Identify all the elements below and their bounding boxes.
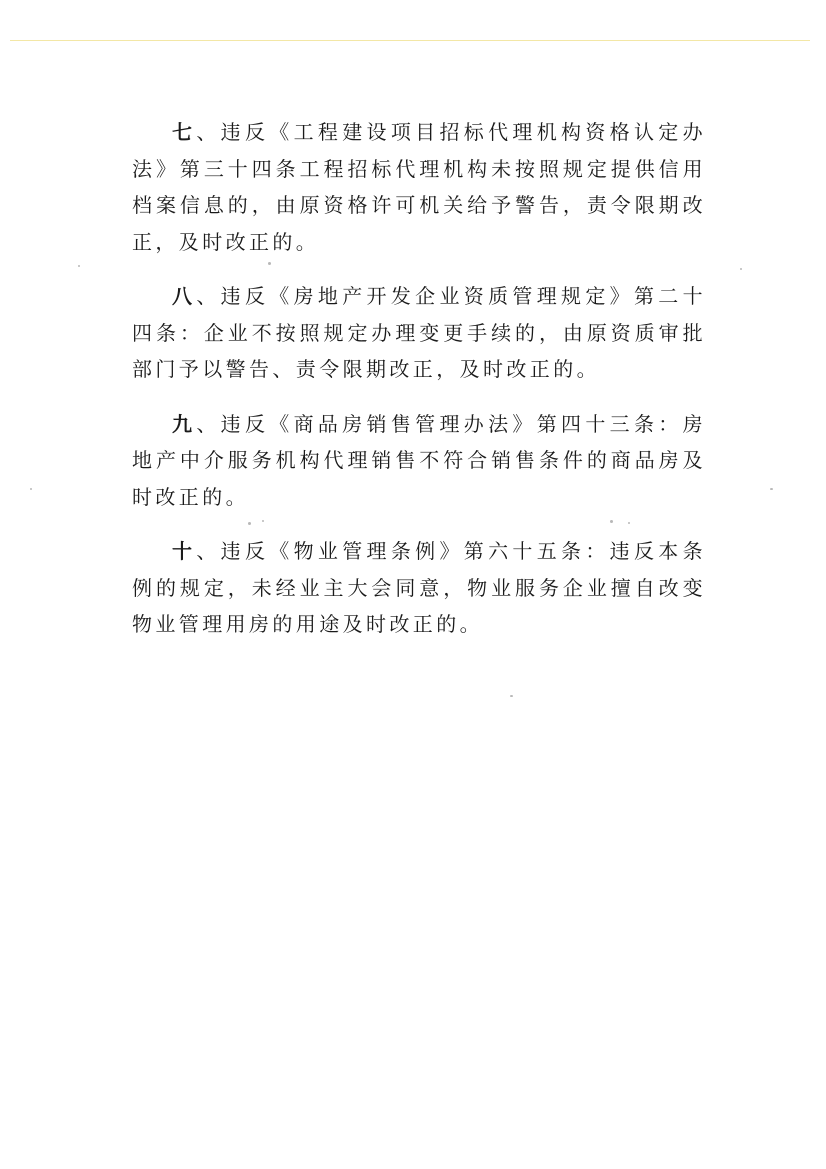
- document-body: [132, 114, 706, 661]
- paragraph-9: [132, 406, 706, 516]
- paragraph-text: 、违反《房地产开发企业资质管理规定》第二十四条：企业不按照规定办理变更手续的，由原资质审批部门予以警告、责令限期改正，及时改正的。: [132, 284, 707, 381]
- scan-speck: [740, 268, 742, 270]
- scan-speck: [268, 262, 271, 265]
- scan-speck: [610, 520, 613, 523]
- paragraph-7: [132, 114, 706, 260]
- scan-speck: [78, 265, 80, 267]
- paragraph-text: 、违反《商品房销售管理办法》第四十三条：房地产中介服务机构代理销售不符合销售条件的商品房及时改正的。: [132, 411, 707, 509]
- paragraph-text: 、违反《物业管理条例》第六十五条：违反本条例的规定，未经业主大会同意，物业服务企业擅自改变物业管理用房的用途及时改正的。: [132, 539, 707, 636]
- scan-speck: [628, 522, 630, 524]
- scan-speck: [262, 520, 264, 522]
- paragraph-number: 十: [172, 539, 197, 563]
- scan-speck: [30, 488, 32, 490]
- scan-speck: [770, 488, 773, 490]
- scan-speck: [510, 695, 513, 697]
- paragraph-10: [132, 533, 706, 643]
- paragraph-8: [132, 278, 706, 388]
- paragraph-text: 、违反《工程建设项目招标代理机构资格认定办法》第三十四条工程招标代理机构未按照规定提供信用档案信息的，由原资格许可机关给予警告，责令限期改正，及时改正的。: [132, 120, 707, 254]
- top-rule: [10, 40, 810, 41]
- paragraph-number: 七: [172, 120, 197, 144]
- paragraph-number: 九: [172, 411, 197, 436]
- scan-speck: [248, 522, 251, 525]
- paragraph-number: 八: [172, 284, 197, 308]
